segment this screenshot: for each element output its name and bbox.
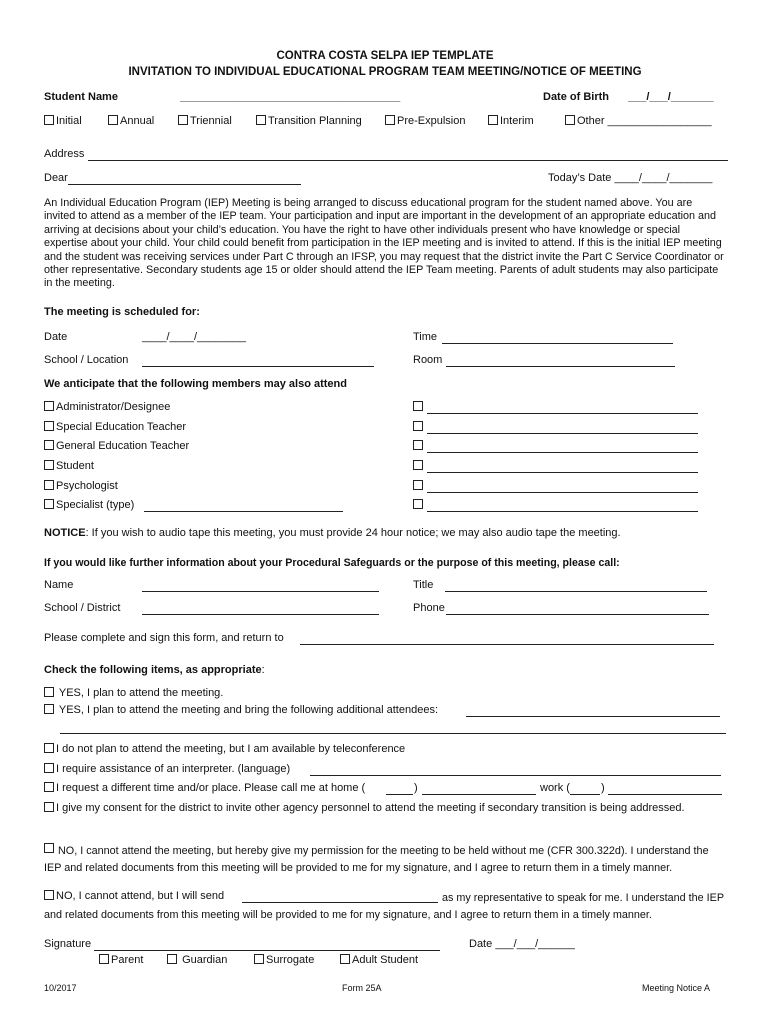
checkbox-icon[interactable] xyxy=(44,401,54,411)
checkbox-icon[interactable] xyxy=(385,115,395,125)
checkbox-icon[interactable] xyxy=(167,954,177,964)
home-phone-field[interactable] xyxy=(422,794,536,795)
work-area-code-field[interactable] xyxy=(570,794,600,795)
contact-school-label: School / District xyxy=(44,602,121,614)
checkbox-icon[interactable] xyxy=(108,115,118,125)
work-label: work ( xyxy=(540,782,570,794)
safeguards-heading: If you would like further information about your Procedural Safeguards or the purpose of this meeting, please call: xyxy=(44,557,620,569)
checkbox-icon[interactable] xyxy=(44,480,54,490)
address-label: Address xyxy=(44,148,85,160)
return-to-field[interactable] xyxy=(300,644,714,645)
option-yes-attendees[interactable]: YES, I plan to attend the meeting and bring the following additional attendees: xyxy=(44,704,438,716)
role-surrogate[interactable]: Surrogate xyxy=(254,954,314,966)
work-phone-field[interactable] xyxy=(608,794,722,795)
extra-member-1[interactable] xyxy=(413,401,425,413)
extra-member-6[interactable] xyxy=(413,499,425,511)
contact-phone-label: Phone xyxy=(413,602,445,614)
option-no-permission: NO, I cannot attend the meeting, but hereby give my permission for the meeting to be held without me (CFR 300.322d). I understand the IEP and related documents from this meeting will be provided to me for my signature, and I agree to return them in a timely manner. xyxy=(44,845,709,874)
member-gened-teacher[interactable]: General Education Teacher xyxy=(44,440,189,452)
student-name-field[interactable]: ____________________________________ xyxy=(180,91,401,103)
extra-member-1-field[interactable] xyxy=(427,413,698,414)
checkbox-icon[interactable] xyxy=(44,499,54,509)
member-administrator[interactable]: Administrator/Designee xyxy=(44,401,170,413)
notice-text: NOTICE: If you wish to audio tape this meeting, you must provide 24 hour notice; we may also audio tape the meeting. xyxy=(44,527,621,539)
checkbox-icon[interactable] xyxy=(44,743,54,753)
attendees-field[interactable] xyxy=(466,716,720,717)
contact-title-field[interactable] xyxy=(445,591,707,592)
school-location-label: School / Location xyxy=(44,354,129,366)
language-field[interactable] xyxy=(310,775,721,776)
school-location-field[interactable] xyxy=(142,366,374,367)
contact-name-label: Name xyxy=(44,579,74,591)
type-other[interactable]: Other _________________ xyxy=(565,115,712,127)
dob-label: Date of Birth xyxy=(543,91,609,103)
checkbox-icon[interactable] xyxy=(488,115,498,125)
type-interim[interactable]: Interim xyxy=(488,115,534,127)
checkbox-icon[interactable] xyxy=(254,954,264,964)
checkbox-icon[interactable] xyxy=(413,460,423,470)
extra-member-2[interactable] xyxy=(413,421,425,433)
other-field[interactable]: _________________ xyxy=(607,115,712,127)
meeting-date-field[interactable]: ____/____/________ xyxy=(142,331,246,343)
extra-member-5[interactable] xyxy=(413,480,425,492)
extra-member-5-field[interactable] xyxy=(427,492,698,493)
extra-member-2-field[interactable] xyxy=(427,433,698,434)
checkbox-icon[interactable] xyxy=(44,802,54,812)
checkbox-icon[interactable] xyxy=(340,954,350,964)
extra-member-4-field[interactable] xyxy=(427,472,698,473)
checkbox-icon[interactable] xyxy=(413,499,423,509)
home-area-code-field[interactable] xyxy=(386,794,413,795)
option-teleconference[interactable]: I do not plan to attend the meeting, but I am available by teleconference xyxy=(44,743,405,755)
contact-title-label: Title xyxy=(413,579,434,591)
address-field[interactable] xyxy=(88,160,728,161)
form-title: CONTRA COSTA SELPA IEP TEMPLATE xyxy=(276,50,494,62)
footer-date: 10/2017 xyxy=(44,983,77,993)
today-date[interactable]: Today’s Date ____/____/_______ xyxy=(548,172,713,184)
dear-label: Dear xyxy=(44,172,68,184)
checkbox-icon[interactable] xyxy=(44,115,54,125)
role-adult-student[interactable]: Adult Student xyxy=(340,954,418,966)
checkbox-icon[interactable] xyxy=(256,115,266,125)
member-student[interactable]: Student xyxy=(44,460,94,472)
role-parent[interactable]: Parent xyxy=(99,954,143,966)
members-heading: We anticipate that the following members may also attend xyxy=(44,378,347,390)
form-subtitle: INVITATION TO INDIVIDUAL EDUCATIONAL PROGRAM TEAM MEETING/NOTICE OF MEETING xyxy=(128,66,642,78)
member-specialist[interactable]: Specialist (type) xyxy=(44,499,134,511)
checkbox-icon[interactable] xyxy=(44,763,54,773)
meeting-time-label: Time xyxy=(413,331,438,343)
contact-school-field[interactable] xyxy=(142,614,379,615)
paren-close: ) xyxy=(414,782,418,794)
extra-member-3[interactable] xyxy=(413,440,425,452)
member-sped-teacher[interactable]: Special Education Teacher xyxy=(44,421,186,433)
checkbox-icon[interactable] xyxy=(99,954,109,964)
checkbox-icon[interactable] xyxy=(413,421,423,431)
option-yes-attend[interactable]: YES, I plan to attend the meeting. xyxy=(44,687,223,699)
type-triennial[interactable]: Triennial xyxy=(178,115,232,127)
checkbox-icon[interactable] xyxy=(178,115,188,125)
dear-field[interactable] xyxy=(68,184,301,185)
checkbox-icon[interactable] xyxy=(413,480,423,490)
intro-paragraph: An Individual Education Program (IEP) Meeting is being arranged to discuss educational program for the student named above. You are invited to attend as a member of the IEP team. Your participation and input are important in the development of an appropriate education and arriving at decisions about your child’s education. You have the right to have other individuals present who have knowledge or special expertise about your child. Your child could benefit from participation in the IEP meeting and is invited to attend. If this is the initial IEP meeting and the student was receiving services under Part C through an IFSP, you may request that the district invite the Part C Service Coordinator or other representative. Secondary students age 15 or older should attend the IEP Team meeting. Parents of adult students may also participate in the meeting. xyxy=(44,197,724,290)
student-name-label: Student Name xyxy=(44,91,118,103)
checkbox-icon[interactable] xyxy=(44,704,54,714)
checkbox-icon[interactable] xyxy=(44,421,54,431)
checkbox-icon[interactable] xyxy=(44,687,54,697)
extra-member-4[interactable] xyxy=(413,460,425,472)
paren-close-2: ) xyxy=(601,782,605,794)
checkbox-icon[interactable] xyxy=(413,440,423,450)
attendees-field-2[interactable] xyxy=(60,733,726,734)
signature-label: Signature xyxy=(44,938,92,950)
role-guardian[interactable]: Guardian xyxy=(167,954,227,966)
extra-member-6-field[interactable] xyxy=(427,511,698,512)
contact-phone-field[interactable] xyxy=(446,614,709,615)
type-pre-expulsion[interactable]: Pre-Expulsion xyxy=(385,115,465,127)
option-no-rep-text: as my representative to speak for me. I understand the IEP and related documents from this meeting will be provided to me for my signature, and I agree to return them in a timely manner. xyxy=(44,892,724,921)
option-no-representative[interactable]: NO, I cannot attend, but I will send xyxy=(44,890,224,902)
contact-name-field[interactable] xyxy=(142,591,379,592)
checkbox-icon[interactable] xyxy=(413,401,423,411)
type-initial[interactable]: Initial xyxy=(44,115,82,127)
signature-field[interactable] xyxy=(94,950,440,951)
room-label: Room xyxy=(413,354,443,366)
return-to-label: Please complete and sign this form, and return to xyxy=(44,632,284,644)
signature-date[interactable]: Date ___/___/______ xyxy=(469,938,575,950)
type-transition[interactable]: Transition Planning xyxy=(256,115,362,127)
type-annual[interactable]: Annual xyxy=(108,115,154,127)
checkbox-icon[interactable] xyxy=(44,440,54,450)
member-psychologist[interactable]: Psychologist xyxy=(44,480,118,492)
option-interpreter[interactable]: I require assistance of an interpreter. (language) xyxy=(44,763,290,775)
meeting-date-label: Date xyxy=(44,331,68,343)
footer-form: Form 25A xyxy=(342,983,382,993)
footer-title: Meeting Notice A xyxy=(642,983,711,993)
checkbox-icon[interactable] xyxy=(44,460,54,470)
option-different-time[interactable]: I request a different time and/or place. Please call me at home ( xyxy=(44,782,365,794)
option-consent[interactable]: I give my consent for the district to invite other agency personnel to attend the meeting if secondary transition is being addressed. xyxy=(44,802,685,814)
specialist-type-field[interactable] xyxy=(144,511,343,512)
dob-field[interactable]: ___/___/_______ xyxy=(628,91,714,103)
extra-member-3-field[interactable] xyxy=(427,452,698,453)
checkbox-icon[interactable] xyxy=(565,115,575,125)
check-heading: Check the following items, as appropriate: xyxy=(44,664,265,676)
schedule-heading: The meeting is scheduled for: xyxy=(44,306,200,318)
room-field[interactable] xyxy=(446,366,675,367)
checkbox-icon[interactable] xyxy=(44,782,54,792)
meeting-time-field[interactable] xyxy=(442,343,673,344)
